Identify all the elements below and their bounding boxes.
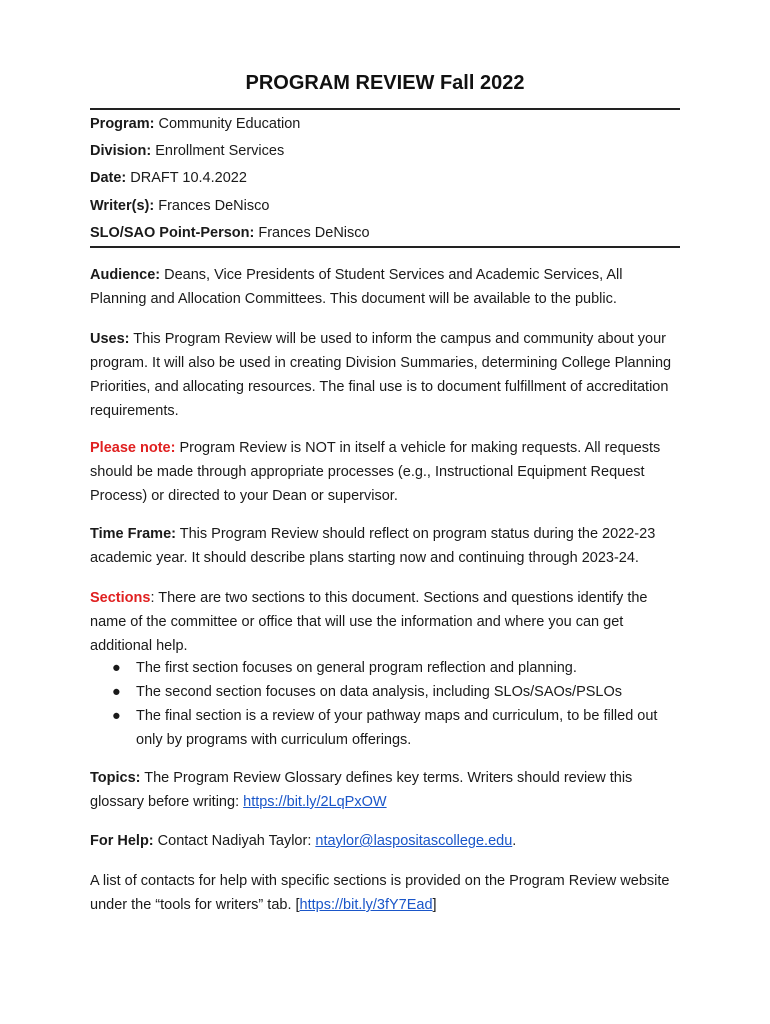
slo-value: Frances DeNisco [254,225,370,241]
help-paragraph [90,829,680,853]
date-value: DRAFT 10.4.2022 [126,170,247,186]
list-item: ● The final section is a review of your pathway maps and curriculum, to be filled out only by programs with curriculum offerings. [90,704,680,752]
bullet-icon: ● [112,684,121,700]
date-line [90,168,247,188]
sections-bullet-list [90,656,680,752]
division-value: Enrollment Services [151,143,285,159]
topics-label: Topics: [90,770,141,786]
contacts-end: ] [432,897,437,913]
help-end: . [512,833,517,849]
please-note-paragraph [90,436,680,508]
list-item: ● The second section focuses on data analysis, including SLOs/SAOs/PSLOs [90,680,680,704]
contacts-paragraph [90,869,680,917]
division-label: Division: [90,143,152,159]
help-email-link[interactable]: ntaylor@laspositascollege.edu [315,833,513,849]
time-frame-paragraph [90,522,680,570]
bullet-icon: ● [112,660,121,676]
topics-text: The Program Review Glossary defines key terms. Writers should review this glossary before writing: [90,770,633,810]
time-frame-label: Time Frame: [90,526,176,542]
writers-value: Frances DeNisco [154,198,270,214]
division-line [90,141,284,161]
tools-for-writers-link[interactable]: https://bit.ly/3fY7Ead [299,897,433,913]
list-item: ● The first section focuses on general program reflection and planning. [90,656,680,680]
contacts-text: A list of contacts for help with specific sections is provided on the Program Review website under the “tools for writers” tab. [ [90,873,670,913]
help-text: Contact Nadiyah Taylor: [153,833,316,849]
program-line [90,114,300,134]
program-label: Program: [90,116,155,132]
bullet-icon: ● [112,708,121,724]
time-frame-text: This Program Review should reflect on program status during the 2022-23 academic year. It should describe plans starting now and continuing through 2023-24. [90,526,656,566]
please-note-label: Please note: [90,440,176,456]
writers-line [90,196,269,216]
slo-line [90,223,370,243]
sections-label: Sections [90,590,151,606]
audience-paragraph [90,263,680,311]
slo-label: SLO/SAO Point-Person: [90,225,255,241]
help-label: For Help: [90,833,154,849]
uses-text: This Program Review will be used to inform the campus and community about your program. It will also be used in creating Division Summaries, determining College Planning Priorities, and allocating resources. The final use is to document fulfillment of accreditation requirements. [90,331,672,419]
audience-text: Deans, Vice Presidents of Student Services and Academic Services, All Planning and Allocation Committees. This document will be available to the public. [90,267,623,307]
please-note-text: Program Review is NOT in itself a vehicle for making requests. All requests should be made through appropriate processes (e.g., Instructional Equipment Request Process) or directed to your Dean or supervisor. [90,440,661,504]
uses-paragraph [90,327,680,423]
glossary-link[interactable]: https://bit.ly/2LqPxOW [243,794,387,810]
date-label: Date: [90,170,127,186]
meta-divider [90,246,680,248]
page-title: PROGRAM REVIEW Fall 2022 [245,72,525,94]
program-value: Community Education [154,116,301,132]
uses-label: Uses: [90,331,130,347]
writers-label: Writer(s): [90,198,155,214]
sections-text: : There are two sections to this document. Sections and questions identify the name of the committee or office that will use the information and where you can get additional help. [90,590,648,654]
sections-paragraph [90,586,680,658]
topics-paragraph [90,766,680,814]
top-divider [90,108,680,110]
audience-label: Audience: [90,267,161,283]
